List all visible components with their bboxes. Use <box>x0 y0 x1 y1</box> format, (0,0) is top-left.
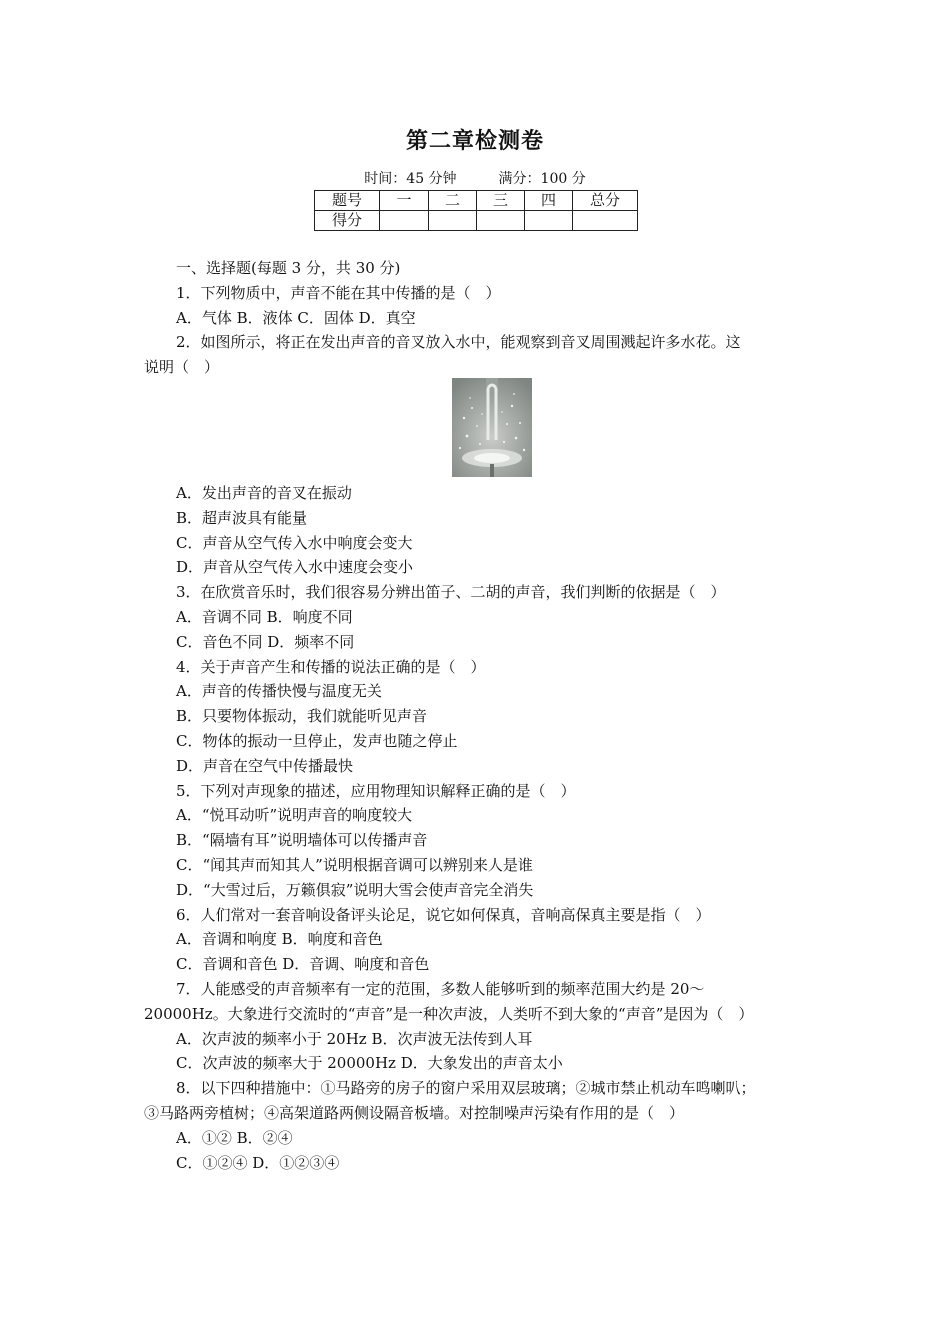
question-wrap-line: 说明（ ） <box>144 358 220 377</box>
question-line: 1．下列物质中，声音不能在其中传播的是（ ） <box>176 283 501 302</box>
score-table <box>314 190 638 231</box>
questions-top <box>144 256 814 380</box>
exam-meta <box>0 168 950 188</box>
score-cell[interactable] <box>380 211 429 231</box>
question-line: A．音调不同 B．响度不同 <box>176 607 353 626</box>
question-wrap-line: 20000Hz。大象进行交流时的“声音”是一种次声波，人类听不到大象的“声音”是因为（ ） <box>144 1004 754 1023</box>
question-line: C．音色不同 D．频率不同 <box>176 632 355 651</box>
question-line: C．“闻其声而知其人”说明根据音调可以辨别来人是谁 <box>176 855 533 874</box>
question-line: 2．如图所示，将正在发出声音的音叉放入水中，能观察到音叉周围溅起许多水花。这 <box>176 333 741 352</box>
full-score-label: 满分：100 分 <box>498 171 586 187</box>
question-line: D．声音在空气中传播最快 <box>176 756 354 775</box>
questions-main <box>144 481 814 1175</box>
section-heading: 一、选择题(每题 3 分，共 30 分) <box>176 259 401 277</box>
option-line: C．次声波的频率大于 20000Hz D．大象发出的声音太小 <box>176 1054 563 1073</box>
question-line: D．声音从空气传入水中速度会变小 <box>176 558 414 577</box>
question-line: A．“悦耳动听”说明声音的响度较大 <box>176 806 413 825</box>
score-table-header: 四 <box>525 191 573 211</box>
question-wrap-line: ③马路两旁植树；④高架道路两侧设隔音板墙。对控制噪声污染有作用的是（ ） <box>144 1103 685 1122</box>
option-line: C．①②④ D．①②③④ <box>176 1153 340 1172</box>
question-line: 3．在欣赏音乐时，我们很容易分辨出笛子、二胡的声音，我们判断的依据是（ ） <box>176 583 726 602</box>
option-line: A．气体 B．液体 C．固体 D．真空 <box>176 308 416 327</box>
tuning-fork-splash-icon <box>452 378 532 477</box>
tuning-fork-water-figure <box>452 378 532 477</box>
question-line: B．只要物体振动，我们就能听见声音 <box>176 707 428 726</box>
score-table-header: 总分 <box>573 191 638 211</box>
question-line: C．物体的振动一旦停止，发声也随之停止 <box>176 731 458 750</box>
question-line: A．发出声音的音叉在振动 <box>176 484 352 502</box>
question-line: A．声音的传播快慢与温度无关 <box>176 682 382 701</box>
score-table-header: 二 <box>429 191 477 211</box>
page-title: 第二章检测卷 <box>405 128 544 154</box>
score-table-row <box>315 211 638 231</box>
question-line: D．“大雪过后，万籁俱寂”说明大雪会使声音完全消失 <box>176 880 534 899</box>
score-cell[interactable] <box>525 211 573 231</box>
question-line: 5．下列对声现象的描述，应用物理知识解释正确的是（ ） <box>176 781 576 800</box>
score-cell[interactable] <box>429 211 477 231</box>
question-line: C．音调和音色 D．音调、响度和音色 <box>176 955 430 974</box>
question-line: B．“隔墙有耳”说明墙体可以传播声音 <box>176 831 428 850</box>
option-line: A．次声波的频率小于 20Hz B．次声波无法传到人耳 <box>176 1029 533 1048</box>
score-cell[interactable] <box>573 211 638 231</box>
score-table-header: 一 <box>380 191 429 211</box>
question-line: C．声音从空气传入水中响度会变大 <box>176 533 413 552</box>
question-line: 4．关于声音产生和传播的说法正确的是（ ） <box>176 657 486 676</box>
time-label: 时间：45 分钟 <box>364 171 457 187</box>
option-line: A．①② B．②④ <box>176 1128 293 1147</box>
score-table-header: 题号 <box>315 191 380 211</box>
option-line: 8．以下四种措施中：①马路旁的房子的窗户采用双层玻璃；②城市禁止机动车鸣喇叭； <box>176 1079 756 1098</box>
score-table-header: 三 <box>477 191 525 211</box>
score-row-label: 得分 <box>315 211 380 231</box>
question-line: B．超声波具有能量 <box>176 508 308 527</box>
question-line: A．音调和响度 B．响度和音色 <box>176 930 383 949</box>
question-line: 7．人能感受的声音频率有一定的范围，多数人能够听到的频率范围大约是 20～ <box>176 979 705 998</box>
score-table-header-row <box>315 191 638 211</box>
score-cell[interactable] <box>477 211 525 231</box>
question-line: 6．人们常对一套音响设备评头论足，说它如何保真，音响高保真主要是指（ ） <box>176 905 711 924</box>
